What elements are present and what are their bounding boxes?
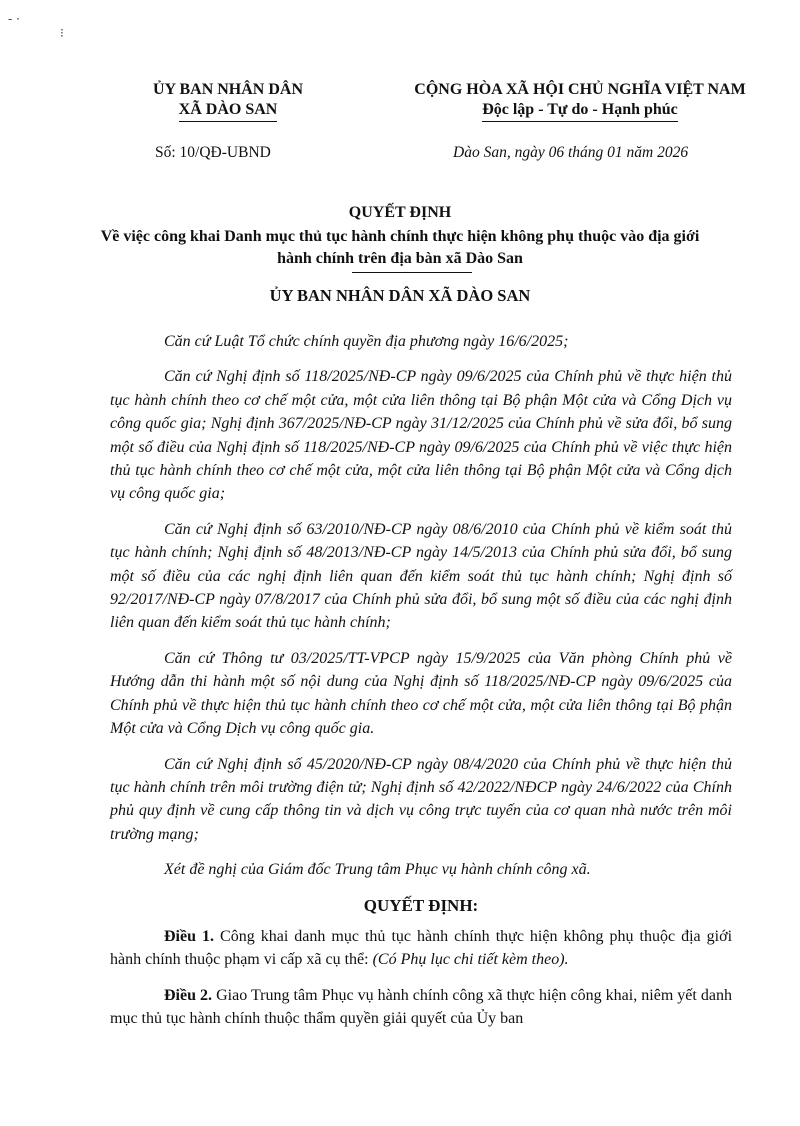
article-1: [110, 925, 732, 972]
preamble-paragraph: Căn cứ Nghị định số 45/2020/NĐ-CP ngày 08/4/2020 của Chính phủ về thực hiện thủ tục hành chính trên môi trường điện tử; Nghị định số 42/2022/NĐCP ngày 24/6/2022 của Chính phủ quy định về cung cấp thông tin và dịch vụ công trực tuyến của cơ quan nhà nước trên môi trường mạng;: [110, 755, 732, 843]
country-name: CỘNG HÒA XÃ HỘI CHỦ NGHĨA VIỆT NAM: [414, 81, 746, 98]
document-body: [110, 330, 732, 1043]
preamble-paragraph: Căn cứ Thông tư 03/2025/TT-VPCP ngày 15/9/2025 của Văn phòng Chính phủ về Hướng dẫn thi hành một số nội dung của Nghị định số 118/2025/NĐ-CP ngày 09/6/2025 của Chính phủ về thực hiện thủ tục hành chính theo cơ chế một cửa, một cửa liên thông tại Bộ phận Một cửa và Cổng Dịch vụ công quốc gia.: [110, 649, 732, 738]
document-type: QUYẾT ĐỊNH: [348, 204, 452, 221]
scan-artifact: - ·: [8, 12, 20, 26]
authority-line-1: ỦY BAN NHÂN DÂN: [152, 81, 304, 98]
issuing-authority: [108, 80, 348, 122]
preamble-paragraph: Căn cứ Nghị định số 118/2025/NĐ-CP ngày 09/6/2025 của Chính phủ về thực hiện thủ tục hành chính theo cơ chế một cửa, một cửa liên thông tại Bộ phận Một cửa và Cổng Dịch vụ công quốc gia; Nghị định 367/2025/NĐ-CP ngày 31/12/2025 của Chính phủ về sửa đổi, bổ sung một số điều của Nghị định số 118/2025/NĐ-CP ngày 09/6/2025 của Chính phủ về việc thực hiện thủ tục hành chính theo cơ chế một cửa, một cửa liên thông tại Bộ phận Một cửa và Cổng dịch vụ công quốc gia;: [110, 368, 732, 503]
motto: Độc lập - Tự do - Hạnh phúc: [482, 100, 678, 122]
article-label: Điều 1.: [164, 927, 215, 945]
decision-heading: QUYẾT ĐỊNH:: [363, 895, 479, 915]
scan-artifact: ⁝: [60, 26, 64, 40]
title-divider: [352, 272, 472, 273]
article-text: Công khai danh mục thủ tục hành chính thực hiện không phụ thuộc địa giới hành chính thuộc phạm vi cấp xã cụ thể:: [110, 927, 733, 969]
preamble-paragraph: Xét đề nghị của Giám đốc Trung tâm Phục vụ hành chính công xã.: [164, 861, 591, 879]
article-note: (Có Phụ lục chi tiết kèm theo).: [372, 951, 569, 969]
preamble-paragraph: Căn cứ Nghị định số 63/2010/NĐ-CP ngày 08/6/2010 của Chính phủ về kiểm soát thủ tục hành chính; Nghị định số 48/2013/NĐ-CP ngày 14/5/2013 của Chính phủ sửa đổi, bổ sung một số điều của các nghị định liên quan đến kiểm soát thủ tục hành chính; Nghị định số 92/2017/NĐ-CP ngày 07/8/2017 của Chính phủ sửa đổi, bổ sung một số điều của các nghị định liên quan đến kiểm soát thủ tục hành chính;: [110, 520, 732, 632]
article-2: [110, 984, 732, 1031]
document-subject: Về việc công khai Danh mục thủ tục hành chính thực hiện không phụ thuộc vào địa giới hành chính trên địa bàn xã Dào San: [100, 228, 700, 267]
preamble-paragraph: Căn cứ Luật Tổ chức chính quyền địa phương ngày 16/6/2025;: [164, 333, 569, 350]
national-title: [380, 80, 780, 122]
article-text: Giao Trung tâm Phục vụ hành chính công xã thực hiện công khai, niêm yết danh mục thủ tục hành chính thuộc thẩm quyền giải quyết của Ủy ban: [110, 986, 733, 1028]
authority-line-2: XÃ DÀO SAN: [179, 100, 278, 122]
article-label: Điều 2.: [164, 986, 213, 1004]
issuing-body: ỦY BAN NHÂN DÂN XÃ DÀO SAN: [269, 286, 531, 305]
place-and-date: Dào San, ngày 06 tháng 01 năm 2026: [453, 144, 689, 161]
decision-number: Số: 10/QĐ-UBND: [155, 144, 271, 161]
